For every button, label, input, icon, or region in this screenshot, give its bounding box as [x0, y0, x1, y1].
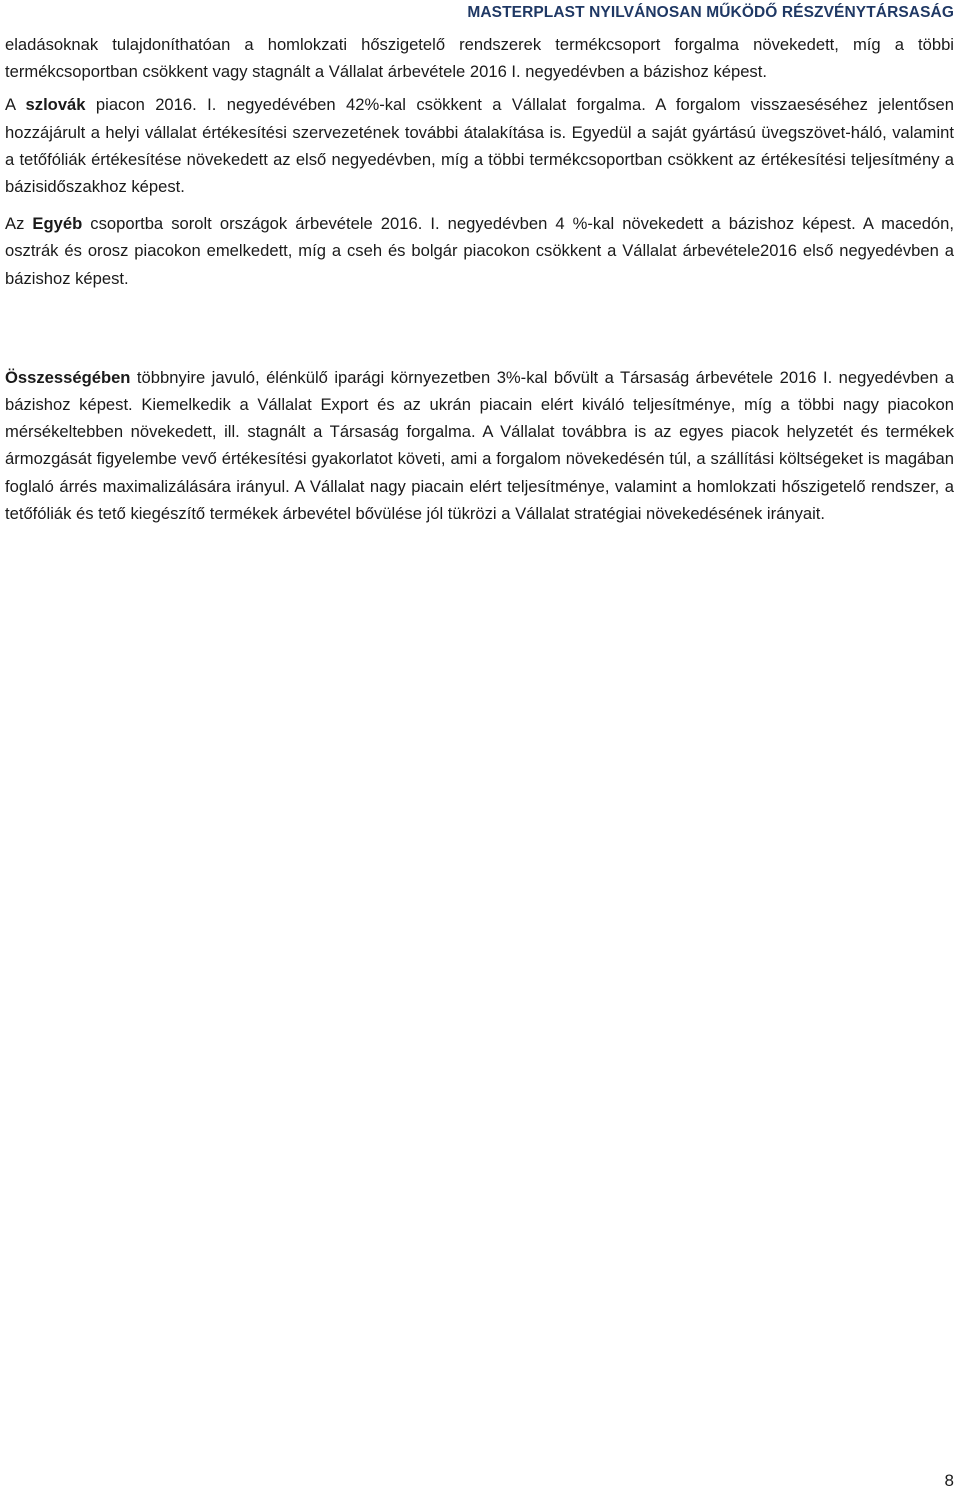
paragraph-slovak-market	[5, 91, 954, 200]
document-body	[5, 31, 954, 527]
company-header: MASTERPLAST NYILVÁNOSAN MŰKÖDŐ RÉSZVÉNYTÁRSASÁG	[467, 4, 954, 21]
paragraph-summary	[5, 364, 954, 527]
page-number: 8	[944, 1471, 954, 1490]
paragraph-other-keyword: Egyéb	[32, 214, 83, 234]
paragraph-slovak-keyword: szlovák	[25, 95, 86, 115]
paragraph-other-markets	[5, 210, 954, 292]
paragraph-slovak-pre: A	[5, 95, 26, 115]
paragraph-intro	[5, 31, 954, 85]
paragraph-slovak-text: piacon 2016. I. negyedévében 42%-kal csökkent a Vállalat forgalma. A forgalom visszaeséséhez jelentősen hozzájárult a helyi vállalat értékesítési szervezetének további átalakítása is. Egyedül a saját gyártású üvegszövet-háló, valamint a tetőfóliák értékesítése növekedett az első negyedévben, míg a többi termékcsoportban csökkent az értékesítési teljesítmény a bázisidőszakhoz képest.	[5, 95, 954, 197]
paragraph-other-pre: Az	[5, 214, 33, 234]
paragraph-intro-text: eladásoknak tulajdoníthatóan a homlokzati hőszigetelő rendszerek termékcsoport forgalma növekedett, míg a többi termékcsoportban csökkent vagy stagnált a Vállalat árbevétele 2016 I. negyedévben a bázishoz képest.	[5, 35, 954, 82]
paragraph-summary-text: többnyire javuló, élénkülő iparági környezetben 3%-kal bővült a Társaság árbevétele 2016 I. negyedévben a bázishoz képest. Kiemelkedik a Vállalat Export és az ukrán piacain elért kiváló teljesítménye, míg a többi nagy piacokon mérsékeltebben növekedett, ill. stagnált a Társaság forgalma. A Vállalat továbbra is az egyes piacok helyzetét és termékek ármozgását figyelembe vevő értékesítési gyakorlatot követi, ami a forgalom növekedésén túl, a szállítási költségeket is magában foglaló árrés maximalizálására irányul. A Vállalat nagy piacain elért teljesítménye, valamint a homlokzati hőszigetelő rendszer, a tetőfóliák és tető kiegészítő termékek árbevétel bővülése jól tükrözi a Vállalat stratégiai növekedésének irányait.	[5, 367, 954, 523]
paragraph-other-text: csoportba sorolt országok árbevétele 2016. I. negyedévben 4 %-kal növekedett a bázishoz képest. A macedón, osztrák és orosz piacokon emelkedett, míg a cseh és bolgár piacokon csökkent a Vállalat árbevétele2016 első negyedévben a bázishoz képest.	[5, 214, 954, 288]
paragraph-summary-keyword: Összességében	[5, 367, 131, 387]
